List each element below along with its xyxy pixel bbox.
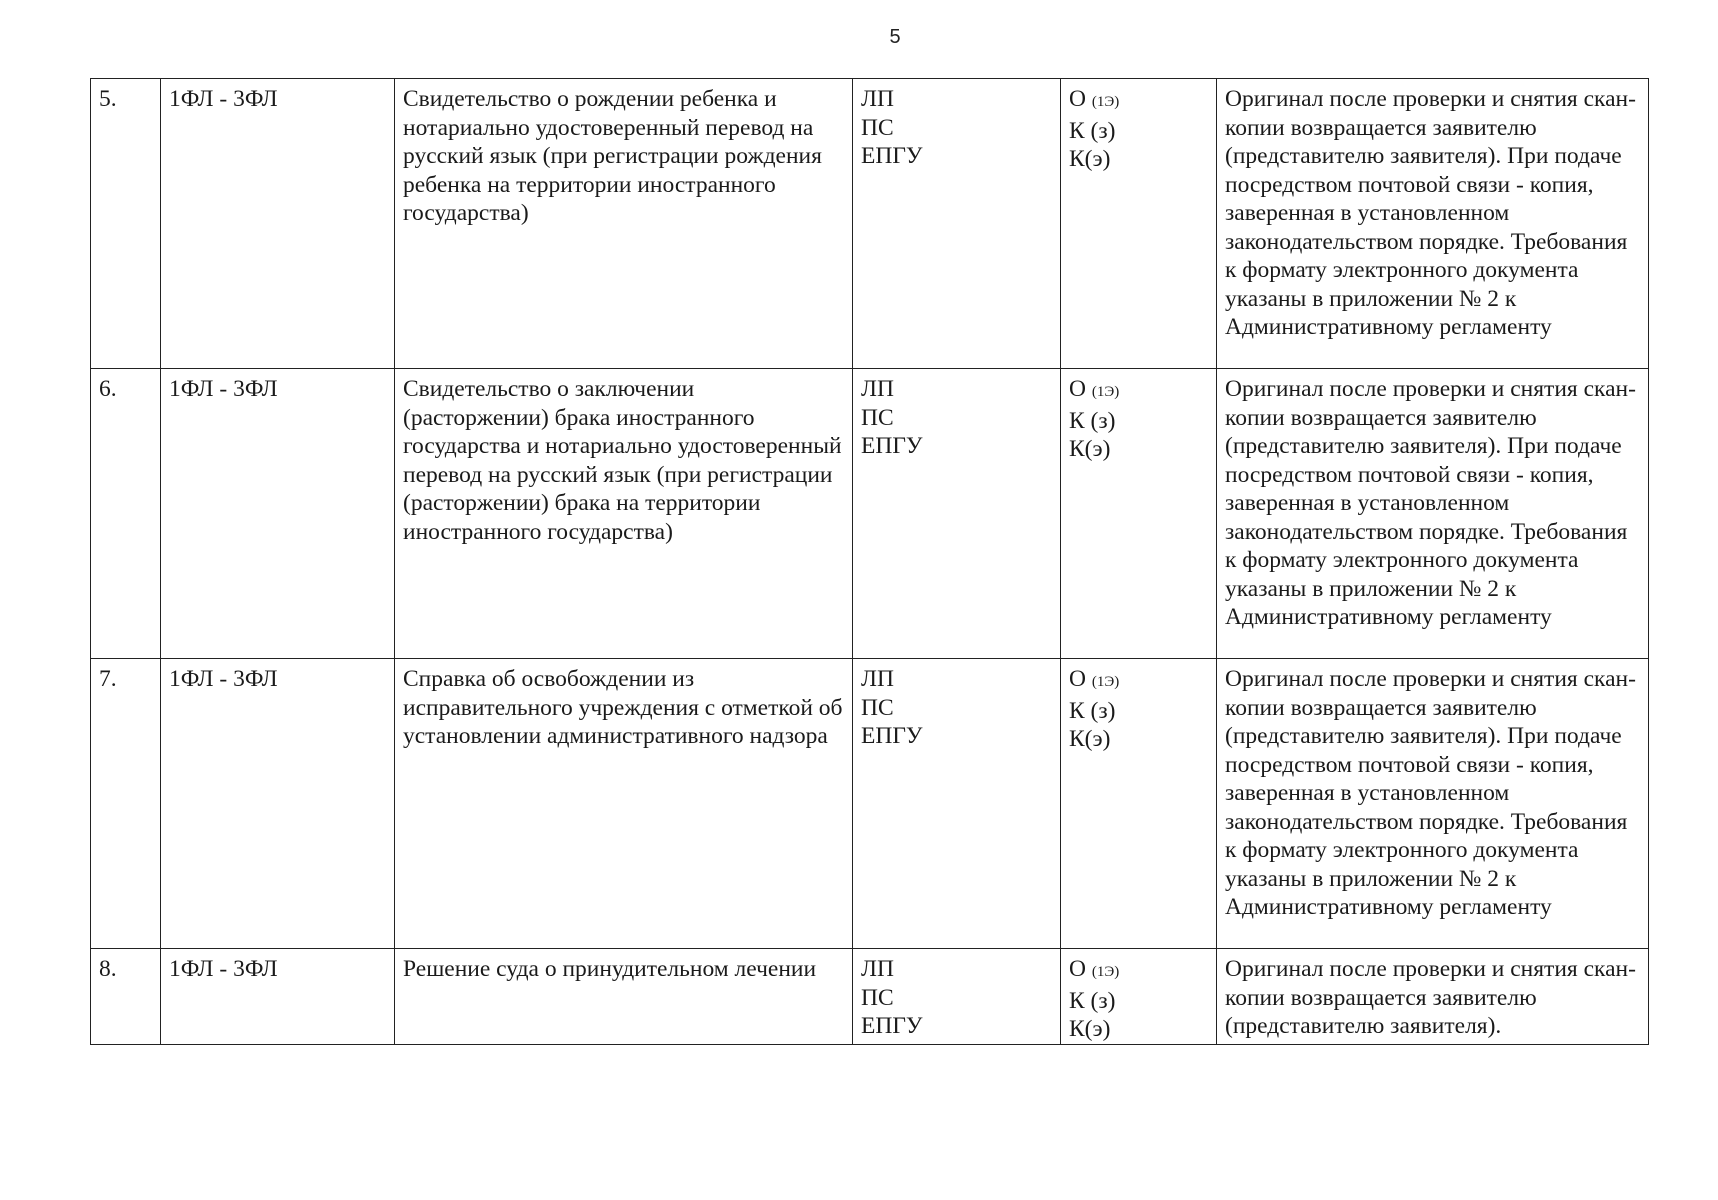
form-certified-copy: К (з) xyxy=(1069,407,1116,434)
submission-channels-cell xyxy=(853,949,1061,1045)
table-row xyxy=(91,659,1649,949)
applicant-category-cell: 1ФЛ - 3ФЛ xyxy=(161,79,395,369)
form-original: О (1Э) xyxy=(1069,956,1120,982)
note-cell: Оригинал после проверки и снятия скан-копии возвращается заявителю (представителю заявителя). При подаче посредством почтовой связи - копия, заверенная в установленном законодательством порядке. Требования к формату электронного документа указаны в приложении № 2 к Административному регламенту xyxy=(1217,79,1649,369)
channel-ps: ПС xyxy=(861,694,894,721)
row-number-cell: 5. xyxy=(91,79,161,369)
note-cell: Оригинал после проверки и снятия скан-копии возвращается заявителю (представителю заявителя). При подаче посредством почтовой связи - копия, заверенная в установленном законодательством порядке. Требования к формату электронного документа указаны в приложении № 2 к Административному регламенту xyxy=(1217,659,1649,949)
channel-ps: ПС xyxy=(861,404,894,431)
document-name-cell: Свидетельство о заключении (расторжении) брака иностранного государства и нотариально удостоверенный перевод на русский язык (при регистрации (расторжении) брака на территории иностранного государства) xyxy=(395,369,853,659)
applicant-category-cell: 1ФЛ - 3ФЛ xyxy=(161,949,395,1045)
form-original: О (1Э) xyxy=(1069,376,1120,402)
channel-lp: ЛП xyxy=(861,956,894,982)
channel-lp: ЛП xyxy=(861,666,894,692)
form-certified-copy: К (з) xyxy=(1069,987,1116,1014)
form-electronic-copy: К(э) xyxy=(1069,146,1111,172)
form-electronic-copy: К(э) xyxy=(1069,1016,1111,1042)
document-form-cell xyxy=(1061,79,1217,369)
submission-channels-cell xyxy=(853,79,1061,369)
applicant-category-cell: 1ФЛ - 3ФЛ xyxy=(161,659,395,949)
table-row xyxy=(91,369,1649,659)
form-certified-copy: К (з) xyxy=(1069,117,1116,144)
channel-epgu: ЕПГУ xyxy=(861,433,923,459)
channel-ps: ПС xyxy=(861,984,894,1011)
applicant-category-cell: 1ФЛ - 3ФЛ xyxy=(161,369,395,659)
row-number-cell: 7. xyxy=(91,659,161,949)
documents-table xyxy=(90,78,1649,1045)
document-form-cell xyxy=(1061,369,1217,659)
channel-lp: ЛП xyxy=(861,376,894,402)
form-electronic-copy: К(э) xyxy=(1069,726,1111,752)
table-row xyxy=(91,949,1649,1045)
document-form-cell xyxy=(1061,659,1217,949)
row-number-cell: 8. xyxy=(91,949,161,1045)
submission-channels-cell xyxy=(853,369,1061,659)
channel-epgu: ЕПГУ xyxy=(861,723,923,749)
form-original: О (1Э) xyxy=(1069,86,1120,112)
table-row xyxy=(91,79,1649,369)
channel-epgu: ЕПГУ xyxy=(861,1013,923,1039)
note-cell: Оригинал после проверки и снятия скан-копии возвращается заявителю (представителю заявителя). xyxy=(1217,949,1649,1045)
channel-ps: ПС xyxy=(861,114,894,141)
document-name-cell: Справка об освобождении из исправительного учреждения с отметкой об установлении административного надзора xyxy=(395,659,853,949)
page-number: 5 xyxy=(889,26,901,48)
form-electronic-copy: К(э) xyxy=(1069,436,1111,462)
note-cell: Оригинал после проверки и снятия скан-копии возвращается заявителю (представителю заявителя). При подаче посредством почтовой связи - копия, заверенная в установленном законодательством порядке. Требования к формату электронного документа указаны в приложении № 2 к Административному регламенту xyxy=(1217,369,1649,659)
form-original: О (1Э) xyxy=(1069,666,1120,692)
channel-epgu: ЕПГУ xyxy=(861,143,923,169)
document-name-cell: Решение суда о принудительном лечении xyxy=(395,949,853,1045)
submission-channels-cell xyxy=(853,659,1061,949)
document-form-cell xyxy=(1061,949,1217,1045)
form-certified-copy: К (з) xyxy=(1069,697,1116,724)
document-name-cell: Свидетельство о рождении ребенка и нотариально удостоверенный перевод на русский язык (при регистрации рождения ребенка на территории иностранного государства) xyxy=(395,79,853,369)
row-number-cell: 6. xyxy=(91,369,161,659)
channel-lp: ЛП xyxy=(861,86,894,112)
